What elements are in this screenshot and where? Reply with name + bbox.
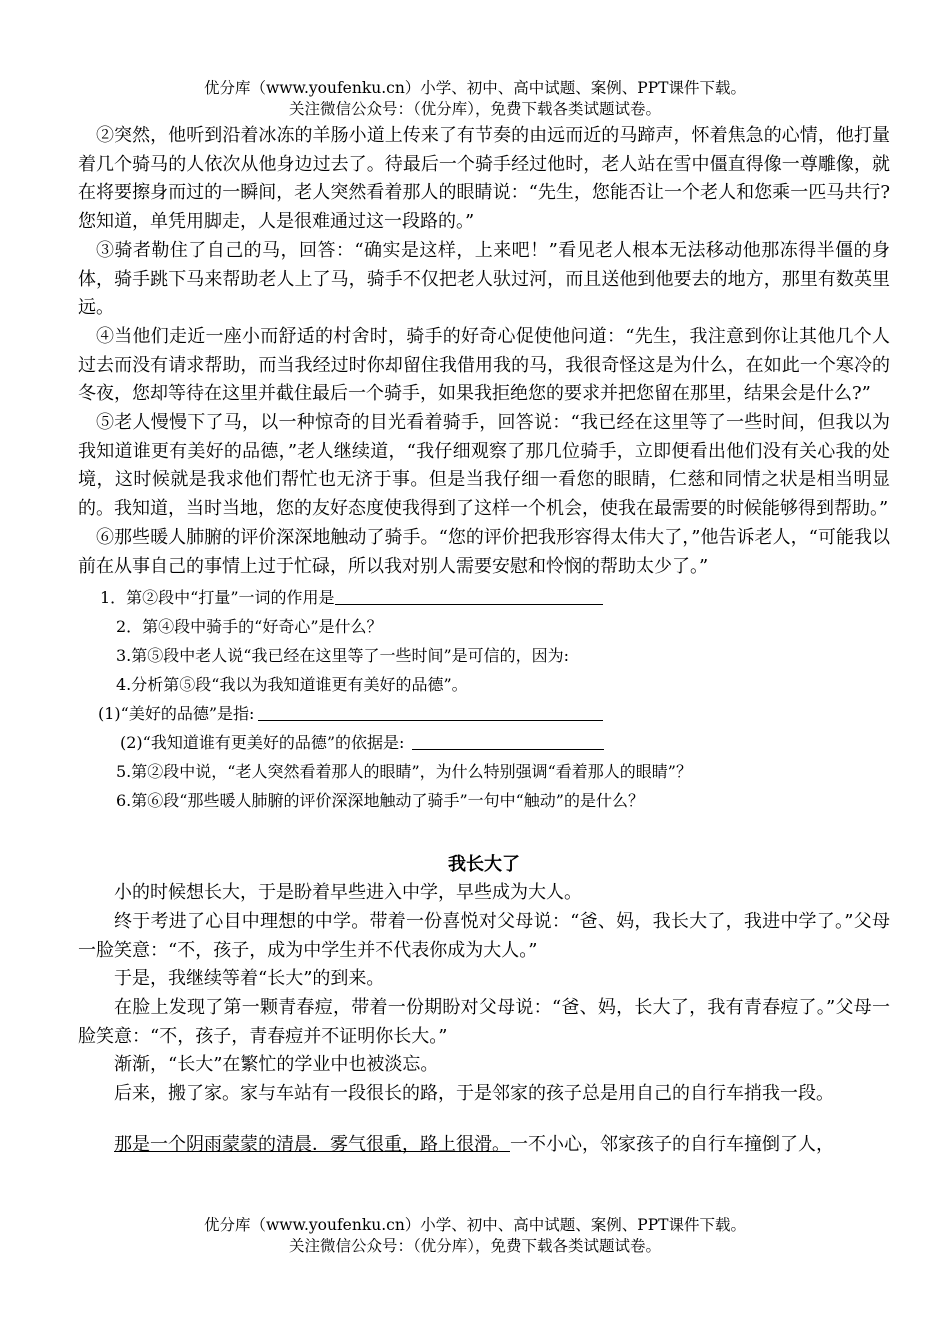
- question-4: 4.分析第⑤段“我以为我知道谁更有美好的品德”。: [116, 675, 468, 695]
- question-6: 6.第⑥段“那些暖人肺腑的评价深深地触动了骑手”一句中“触动”的是什么？: [116, 791, 644, 811]
- question-list: [78, 583, 890, 815]
- essay-paragraph-7: [78, 1131, 890, 1160]
- question-1: [78, 583, 890, 612]
- essay-paragraph-1: 小的时候想长大，于是盼着早些进入中学，早些成为大人。: [114, 882, 582, 904]
- question-4-1: [78, 699, 890, 728]
- question-5: 5.第②段中说，“老人突然看着那人的眼睛”，为什么特别强调“看着那人的眼睛”？: [116, 762, 692, 782]
- essay-paragraph-5: 渐渐，“长大”在繁忙的学业中也被淡忘。: [114, 1054, 439, 1076]
- essay-paragraph-6: 后来，搬了家。家与车站有一段很长的路，于是邻家的孩子总是用自己的自行车捎我一段。: [114, 1083, 834, 1105]
- footer-line-2: 关注微信公众号：（优分库），免费下载各类试题试卷。: [288, 1237, 661, 1255]
- essay-paragraph-7-rest: 一不小心，邻家孩子的自行车撞倒了人，: [510, 1133, 834, 1155]
- underlined-sentence: 那是一个阴雨蒙蒙的清晨．雾气很重，路上很滑。: [114, 1133, 510, 1155]
- answer-blank-1: [335, 588, 603, 605]
- essay-paragraph-3: 于是，我继续等着“长大”的到来。: [114, 968, 385, 990]
- page-footer: [0, 1215, 950, 1257]
- paragraph-3: ③骑者勒住了自己的马，回答：“确实是这样，上来吧！”看见老人根本无法移动他那冻得半僵的身体，骑手跳下马来帮助老人上了马，骑手不仅把老人驮过河，而且送他到他要去的地方，那里有数英里远。: [78, 239, 890, 319]
- question-2: 2．第④段中骑手的“好奇心”是什么？: [116, 617, 383, 637]
- document-body: [78, 122, 890, 1160]
- paragraph-4: ④当他们走近一座小而舒适的村舍时，骑手的好奇心促使他问道：“先生，我注意到你让其他几个人过去而没有请求帮助，而当我经过时你却留住我借用我的马，我很奇怪这是为什么，在如此一个寒冷的冬夜，您却等待在这里并截住最后一个骑手，如果我拒绝您的要求并把您留在那里，结果会是什么?”: [78, 325, 890, 405]
- question-4-2: [78, 728, 890, 757]
- essay-paragraph-4: 在脸上发现了第一颗青春痘，带着一份期盼对父母说：“爸、妈，长大了，我有青春痘了。”父母一脸笑意：“不，孩子，青春痘并不证明你长大。”: [78, 997, 890, 1047]
- header-line-1: 优分库（www.youfenku.cn）小学、初中、高中试题、案例、PPT课件下载。: [203, 79, 747, 97]
- essay-title: 我长大了: [448, 854, 520, 876]
- question-1-text: 1．第②段中“打量”一词的作用是: [100, 588, 335, 608]
- paragraph-5: ⑤老人慢慢下了马，以一种惊奇的目光看着骑手，回答说：“我已经在这里等了一些时间，但我以为我知道谁更有美好的品德，”老人继续道，“我仔细观察了那几位骑手，立即便看出他们没有关心我的处境，这时候就是我求他们帮忙也无济于事。但是当我仔细一看您的眼睛，仁慈和同情之状是相当明显的。我知道，当时当地，您的友好态度使我得到了这样一个机会，使我在最需要的时候能够得到帮助。”: [78, 412, 890, 520]
- footer-line-1: 优分库（www.youfenku.cn）小学、初中、高中试题、案例、PPT课件下载。: [203, 1216, 747, 1234]
- header-line-2: 关注微信公众号：（优分库），免费下载各类试题试卷。: [288, 100, 661, 118]
- essay-paragraph-2: 终于考进了心目中理想的中学。带着一份喜悦对父母说：“爸、妈，我长大了，我进中学了。”父母一脸笑意：“不，孩子，成为中学生并不代表你成为大人。”: [78, 910, 890, 961]
- answer-blank-4-1: [258, 704, 603, 721]
- question-3: 3.第⑤段中老人说“我已经在这里等了一些时间”是可信的，因为:: [116, 646, 570, 666]
- paragraph-2: ②突然，他听到沿着冰冻的羊肠小道上传来了有节奏的由远而近的马蹄声，怀着焦急的心情，他打量着几个骑马的人依次从他身边过去了。待最后一个骑手经过他时，老人站在雪中僵直得像一尊雕像，就在将要擦身而过的一瞬间，老人突然看着那人的眼睛说：“先生，您能否让一个老人和您乘一匹马共行?您知道，单凭用脚走，人是很难通过这一段路的。”: [78, 125, 890, 233]
- question-4-2-text: (2)“我知道谁有更美好的品德”的依据是:: [120, 733, 405, 753]
- paragraph-6: ⑥那些暖人肺腑的评价深深地触动了骑手。“您的评价把我形容得太伟大了，”他告诉老人，“可能我以前在从事自己的事情上过于忙碌，所以我对别人需要安慰和怜悯的帮助太少了。”: [78, 526, 890, 577]
- page-header: [0, 78, 950, 120]
- question-4-1-text: (1)“美好的品德”是指:: [98, 704, 255, 724]
- answer-blank-4-2: [412, 733, 604, 750]
